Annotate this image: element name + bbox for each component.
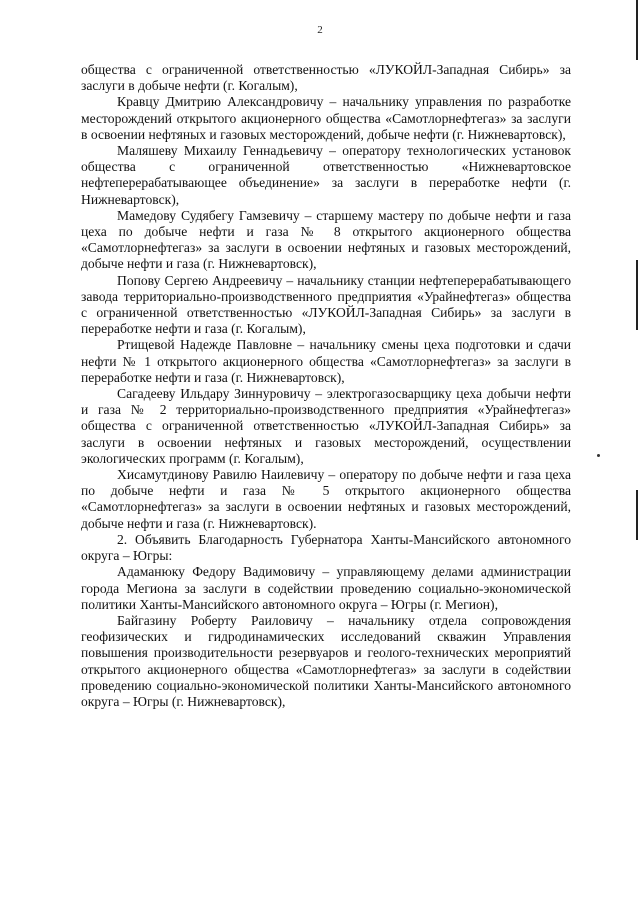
page-number: 2 — [317, 24, 323, 36]
paragraph-baygazinu: Байгазину Роберту Раиловичу – начальнику отдела сопровождения геофизических и гидродинамических исследований скважин Управления повышения производительности резервуаров и геолого-технических мероприятий открытого акционерного общества «Самотлорнефтегаз» за заслуги в содействии проведению социально-экономической политики Ханты-Мансийского автономного округа – Югры (г. Нижневартовск), — [81, 612, 571, 709]
paragraph-sagadeevu: Сагадееву Ильдару Зиннуровичу – электрогазосварщику цеха добычи нефти и газа № 2 территориально-производственного предприятия «Урайнефтегаз» общества с ограниченной ответственностью «ЛУКОЙЛ-Западная Сибирь» за заслуги в освоении нефтяных и газовых месторождений, осуществлении экологических программ (г. Когалым), — [81, 386, 571, 466]
paragraph-mamedovu: Мамедову Судябегу Гамзевичу – старшему мастеру по добыче нефти и газа цеха по добыче нефти и газа № 8 открытого акционерного общества «Самотлорнефтегаз» за заслуги в освоении нефтяных и газовых месторождений, добыче нефти и газа (г. Нижневартовск), — [81, 207, 571, 272]
paragraph-popovu: Попову Сергею Андреевичу – начальнику станции нефтеперерабатывающего завода территориально-производственного предприятия «Урайнефтегаз» общества с ограниченной ответственностью «ЛУКОЙЛ-Западная Сибирь» за заслуги в переработке нефти и газа (г. Когалым), — [81, 272, 571, 337]
scan-edge-mark — [636, 260, 638, 330]
paragraph-section-2: 2. Объявить Благодарность Губернатора Ханты-Мансийского автономного округа – Югры: — [81, 531, 571, 564]
paragraph-continuation: общества с ограниченной ответственностью «ЛУКОЙЛ-Западная Сибирь» за заслуги в добыче нефти (г. Когалым), — [81, 62, 571, 94]
paragraph-adamanyuku: Адаманюку Федору Вадимовичу – управляющему делами администрации города Мегиона за заслуги в содействии проведению социально-экономической политики Ханты-Мансийского автономного округа – Югры (г. Мегион), — [81, 564, 571, 612]
paragraph-khisamutdinovu: Хисамутдинову Равилю Наилевичу – оператору по добыче нефти и газа цеха по добыче нефти и газа № 5 открытого акционерного общества «Самотлорнефтегаз» за заслуги в освоении нефтяных и газовых месторождений, добыче нефти и газа (г. Нижневартовск). — [81, 467, 571, 531]
scan-dot — [597, 454, 600, 457]
document-body — [81, 62, 571, 710]
paragraph-rtishchevoy: Ртищевой Надежде Павловне – начальнику смены цеха подготовки и сдачи нефти № 1 открытого акционерного общества «Самотлорнефтегаз» за заслуги в переработке нефти и газа (г. Нижневартовск), — [81, 337, 571, 385]
paragraph-malyashevu: Маляшеву Михаилу Геннадьевичу – оператору технологических установок общества с ограниченной ответственностью «Нижневартовское нефтеперерабатывающее объединение» за заслуги в переработке нефти (г. Нижневартовск), — [81, 143, 571, 207]
scan-edge-mark — [636, 0, 638, 60]
scan-edge-mark — [636, 490, 638, 540]
paragraph-kravtsu: Кравцу Дмитрию Александровичу – начальнику управления по разработке месторождений открытого акционерного общества «Самотлорнефтегаз» за заслуги в освоении нефтяных и газовых месторождений, добыче нефти (г. Нижневартовск), — [81, 94, 571, 142]
